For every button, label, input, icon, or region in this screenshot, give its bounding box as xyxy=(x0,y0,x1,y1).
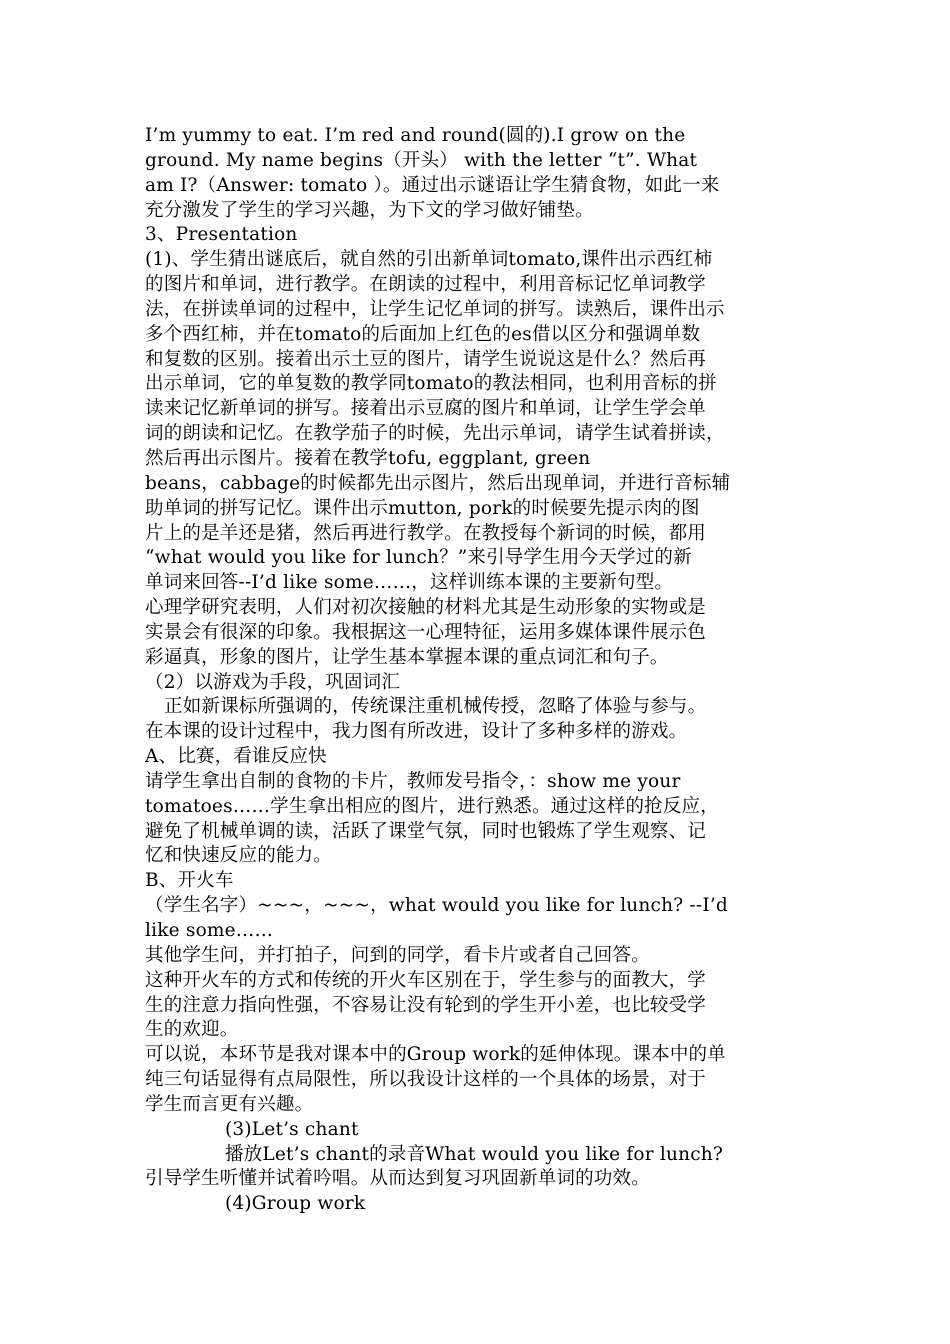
text-line-18: “what would you like for lunch？”来引导学生用今天学过的新 xyxy=(145,547,692,569)
text-line-19: 单词来回答--I’d like some……，这样训练本课的主要新句型。 xyxy=(145,572,674,594)
text-line-11: 出示单词，它的单复数的教学同tomato的教法相同，也利用音标的拼 xyxy=(145,373,717,395)
text-line-3: am I?（Answer: tomato ）。通过出示谜语让学生猜食物，如此一来 xyxy=(145,174,720,196)
text-line-13: 词的朗读和记忆。在教学茄子的时候，先出示单词，请学生试着拼读， xyxy=(145,423,725,445)
text-line-6: (1)、学生猜出谜底后，就自然的引出新单词tomato,课件出示西红柿 xyxy=(145,249,713,271)
subheading-game-a: A、比赛，看谁反应快 xyxy=(145,746,327,768)
text-line-2: ground. My name begins（开头） with the letter “t”. What xyxy=(145,149,698,171)
text-line-43: 引导学生听懂并试着吟唱。从而达到复习巩固新单词的功效。 xyxy=(145,1168,650,1190)
section-heading-presentation: 3、Presentation xyxy=(145,224,298,246)
text-line-10: 和复数的区别。接着出示土豆的图片，请学生说说这是什么？然后再 xyxy=(145,348,707,370)
text-line-33: like some…… xyxy=(145,920,274,941)
text-line-20: 心理学研究表明，人们对初次接触的材料尤其是生动形象的实物或是 xyxy=(145,597,707,619)
text-line-27: 请学生拿出自制的食物的卡片，教师发号指令，：show me your xyxy=(145,770,681,792)
text-line-15: beans，cabbage的时候都先出示图片，然后出现单词，并进行音标辅 xyxy=(145,472,731,494)
subheading-games: （2）以游戏为手段，巩固词汇 xyxy=(145,671,401,693)
text-line-42: 播放Let’s chant的录音What would you like for lunch? xyxy=(225,1143,723,1165)
text-line-16: 助单词的拼写记忆。课件出示mutton, pork的时候要先提示肉的图 xyxy=(145,497,700,519)
text-line-38: 可以说，本环节是我对课本中的Group work的延伸体现。课本中的单 xyxy=(145,1044,726,1066)
text-line-12: 读来记忆新单词的拼写。接着出示豆腐的图片和单词，让学生学会单 xyxy=(145,398,707,420)
subheading-game-b: B、开火车 xyxy=(145,870,234,892)
text-line-1: I’m yummy to eat. I’m red and round(圆的).I grow on the xyxy=(145,125,686,146)
text-line-29: 避免了机械单调的读，活跃了课堂气氛，同时也锻炼了学生观察、记 xyxy=(145,820,707,842)
text-line-39: 纯三句话显得有点局限性，所以我设计这样的一个具体的场景，对于 xyxy=(145,1069,707,1091)
text-line-28: tomatoes……学生拿出相应的图片，进行熟悉。通过这样的抢反应， xyxy=(145,795,719,817)
text-line-36: 生的注意力指向性强，不容易让没有轮到的学生开小差，也比较受学 xyxy=(145,994,707,1016)
text-line-30: 忆和快速反应的能力。 xyxy=(145,845,333,867)
text-line-35: 这种开火车的方式和传统的开火车区别在于，学生参与的面教大，学 xyxy=(145,969,707,991)
text-line-8: 法，在拼读单词的过程中，让学生记忆单词的拼写。读熟后，课件出示 xyxy=(145,298,725,320)
text-line-34: 其他学生问，并打拍子，问到的同学，看卡片或者自己回答。 xyxy=(145,944,650,966)
text-line-21: 实景会有很深的印象。我根据这一心理特征，运用多媒体课件展示色 xyxy=(145,621,707,643)
subheading-lets-chant: (3)Let’s chant xyxy=(225,1118,359,1140)
text-line-25: 在本课的设计过程中，我力图有所改进，设计了多种多样的游戏。 xyxy=(145,721,688,743)
text-line-37: 生的欢迎。 xyxy=(145,1019,239,1041)
subheading-group-work: (4)Group work xyxy=(225,1193,366,1215)
text-line-24: 正如新课标所强调的，传统课注重机械传授，忽略了体验与参与。 xyxy=(164,696,707,718)
text-line-17: 片上的是羊还是猪，然后再进行教学。在教授每个新词的时候，都用 xyxy=(145,522,707,544)
text-line-4: 充分激发了学生的学习兴趣，为下文的学习做好铺垫。 xyxy=(145,199,594,221)
text-line-22: 彩逼真，形象的图片，让学生基本掌握本课的重点词汇和句子。 xyxy=(145,646,669,668)
text-line-40: 学生而言更有兴趣。 xyxy=(145,1093,314,1115)
text-line-32: （学生名字）~~~，~~~，what would you like for lunch? --I’d xyxy=(145,895,728,917)
text-line-7: 的图片和单词，进行教学。在朗读的过程中，利用音标记忆单词教学 xyxy=(145,274,707,296)
text-line-9: 多个西红柿，并在tomato的后面加上红色的es借以区分和强调单数 xyxy=(145,323,701,345)
document-page xyxy=(145,124,813,1217)
text-line-14: 然后再出示图片。接着在教学tofu, eggplant, green xyxy=(145,447,591,469)
